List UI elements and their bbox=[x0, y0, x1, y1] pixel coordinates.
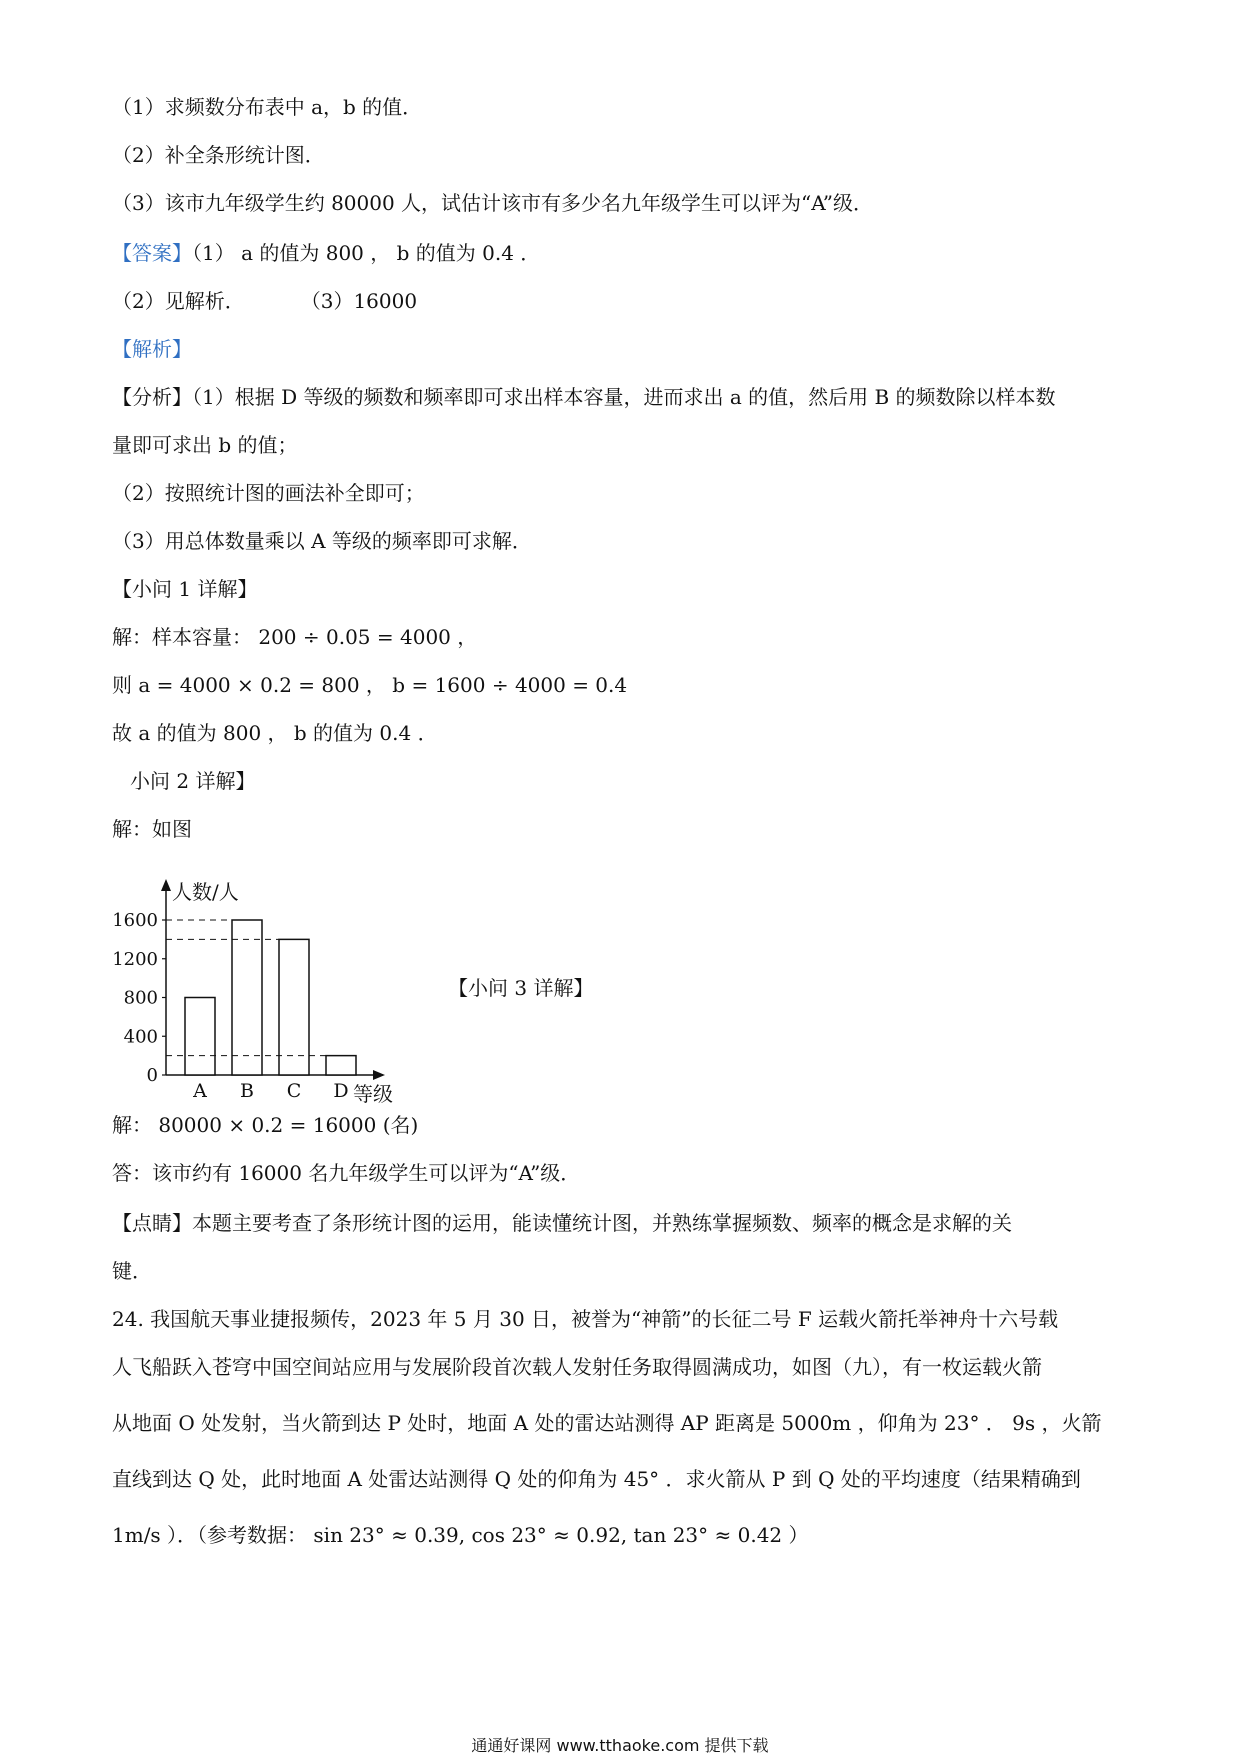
x-axis-label: 等级 bbox=[353, 1082, 393, 1105]
y-tick-label-1600: 1600 bbox=[112, 910, 158, 931]
analysis-line-2: 量即可求出 b 的值； bbox=[112, 433, 298, 457]
analysis-line-4: （3）用总体数量乘以 A 等级的频率即可求解． bbox=[112, 529, 532, 553]
x-axis-arrow bbox=[373, 1070, 385, 1080]
question-part-3: （3）该市九年级学生约 80000 人，试估计该市有多少名九年级学生可以评为“A”级． bbox=[112, 191, 874, 215]
y-axis-label: 人数/人 bbox=[172, 880, 239, 904]
problem-24-line-2: 人飞船跃入苍穹中国空间站应用与发展阶段首次载人发射任务取得圆满成功，如图（九），有一枚运载火箭 bbox=[112, 1355, 1042, 1379]
q1-step-2: 则 a = 4000 × 0.2 = 800 ， b = 1600 ÷ 4000 = 0.4 bbox=[112, 673, 628, 697]
x-tick-label-D: D bbox=[333, 1080, 349, 1102]
question-part-1: （1）求频数分布表中 a，b 的值． bbox=[112, 95, 423, 119]
bar-A bbox=[185, 998, 215, 1076]
answer-2: （2）见解析． bbox=[112, 289, 245, 313]
answer-3: （3）16000 bbox=[310, 289, 418, 313]
q3-step-2: 答：该市约有 16000 名九年级学生可以评为“A”级． bbox=[112, 1161, 581, 1185]
q1-step-1: 解：样本容量： 200 ÷ 0.05 = 4000 ， bbox=[112, 625, 478, 649]
analysis-line-1: 【分析】（1）根据 D 等级的频数和频率即可求出样本容量，进而求出 a 的值，然后用 B 的频数除以样本数 bbox=[112, 385, 1056, 409]
x-tick-label-A: A bbox=[193, 1080, 207, 1102]
problem-24-line-1: 24. 我国航天事业捷报频传，2023 年 5 月 30 日，被誉为“神箭”的长征二号 F 运载火箭托举神舟十六号载 bbox=[112, 1307, 1059, 1331]
analysis-tag: 【解析】 bbox=[112, 337, 192, 361]
q1-step-3: 故 a 的值为 800 ， b 的值为 0.4 ． bbox=[112, 721, 438, 745]
remark-line-2: 键． bbox=[112, 1259, 152, 1283]
y-tick-label-0: 0 bbox=[146, 1065, 158, 1086]
problem-24-line-5: 1m/s ）．（参考数据： sin 23° ≈ 0.39, cos 23° ≈ 0.92, tan 23° ≈ 0.42 ） bbox=[112, 1523, 809, 1547]
q3-step-1: 解： 80000 × 0.2 = 16000 (名) bbox=[112, 1113, 419, 1137]
question-part-2: （2）补全条形统计图． bbox=[112, 143, 325, 167]
subquestion-2-heading: 小问 2 详解】 bbox=[130, 769, 256, 793]
answer-tag: 【答案】 bbox=[112, 241, 192, 265]
subquestion-3-heading: 【小问 3 详解】 bbox=[448, 976, 594, 1000]
analysis-line-3: （2）按照统计图的画法补全即可； bbox=[112, 481, 425, 505]
y-tick-label-1200: 1200 bbox=[112, 948, 158, 970]
x-tick-label-C: C bbox=[286, 1080, 302, 1102]
answer-line bbox=[112, 240, 540, 266]
page-footer: 通通好课网 www.tthaoke.com 提供下载 bbox=[471, 1736, 769, 1755]
y-axis-arrow bbox=[161, 879, 171, 891]
x-tick-label-B: B bbox=[240, 1080, 254, 1102]
remark-line-1: 【点睛】本题主要考查了条形统计图的运用，能读懂统计图，并熟练掌握频数、频率的概念是求解的关 bbox=[112, 1211, 1012, 1235]
answer-line-2 bbox=[112, 288, 417, 314]
bar-D bbox=[326, 1056, 356, 1075]
bar-B bbox=[232, 920, 262, 1075]
q2-step-1: 解：如图 bbox=[112, 817, 192, 841]
problem-24-line-3: 从地面 O 处发射，当火箭到达 P 处时，地面 A 处的雷达站测得 AP 距离是 5000m ，仰角为 23° ． 9s ，火箭 bbox=[112, 1411, 1102, 1435]
bar-chart bbox=[108, 875, 438, 1105]
y-tick-label-800: 800 bbox=[123, 987, 158, 1009]
bar-C bbox=[279, 939, 309, 1075]
problem-24-line-4: 直线到达 Q 处，此时地面 A 处雷达站测得 Q 处的仰角为 45° ．求火箭从 P 到 Q 处的平均速度（结果精确到 bbox=[112, 1467, 1081, 1491]
subquestion-1-heading: 【小问 1 详解】 bbox=[112, 577, 258, 601]
y-tick-label-400: 400 bbox=[123, 1026, 158, 1048]
answer-text: （1） a 的值为 800 ， b 的值为 0.4 ． bbox=[192, 241, 541, 265]
